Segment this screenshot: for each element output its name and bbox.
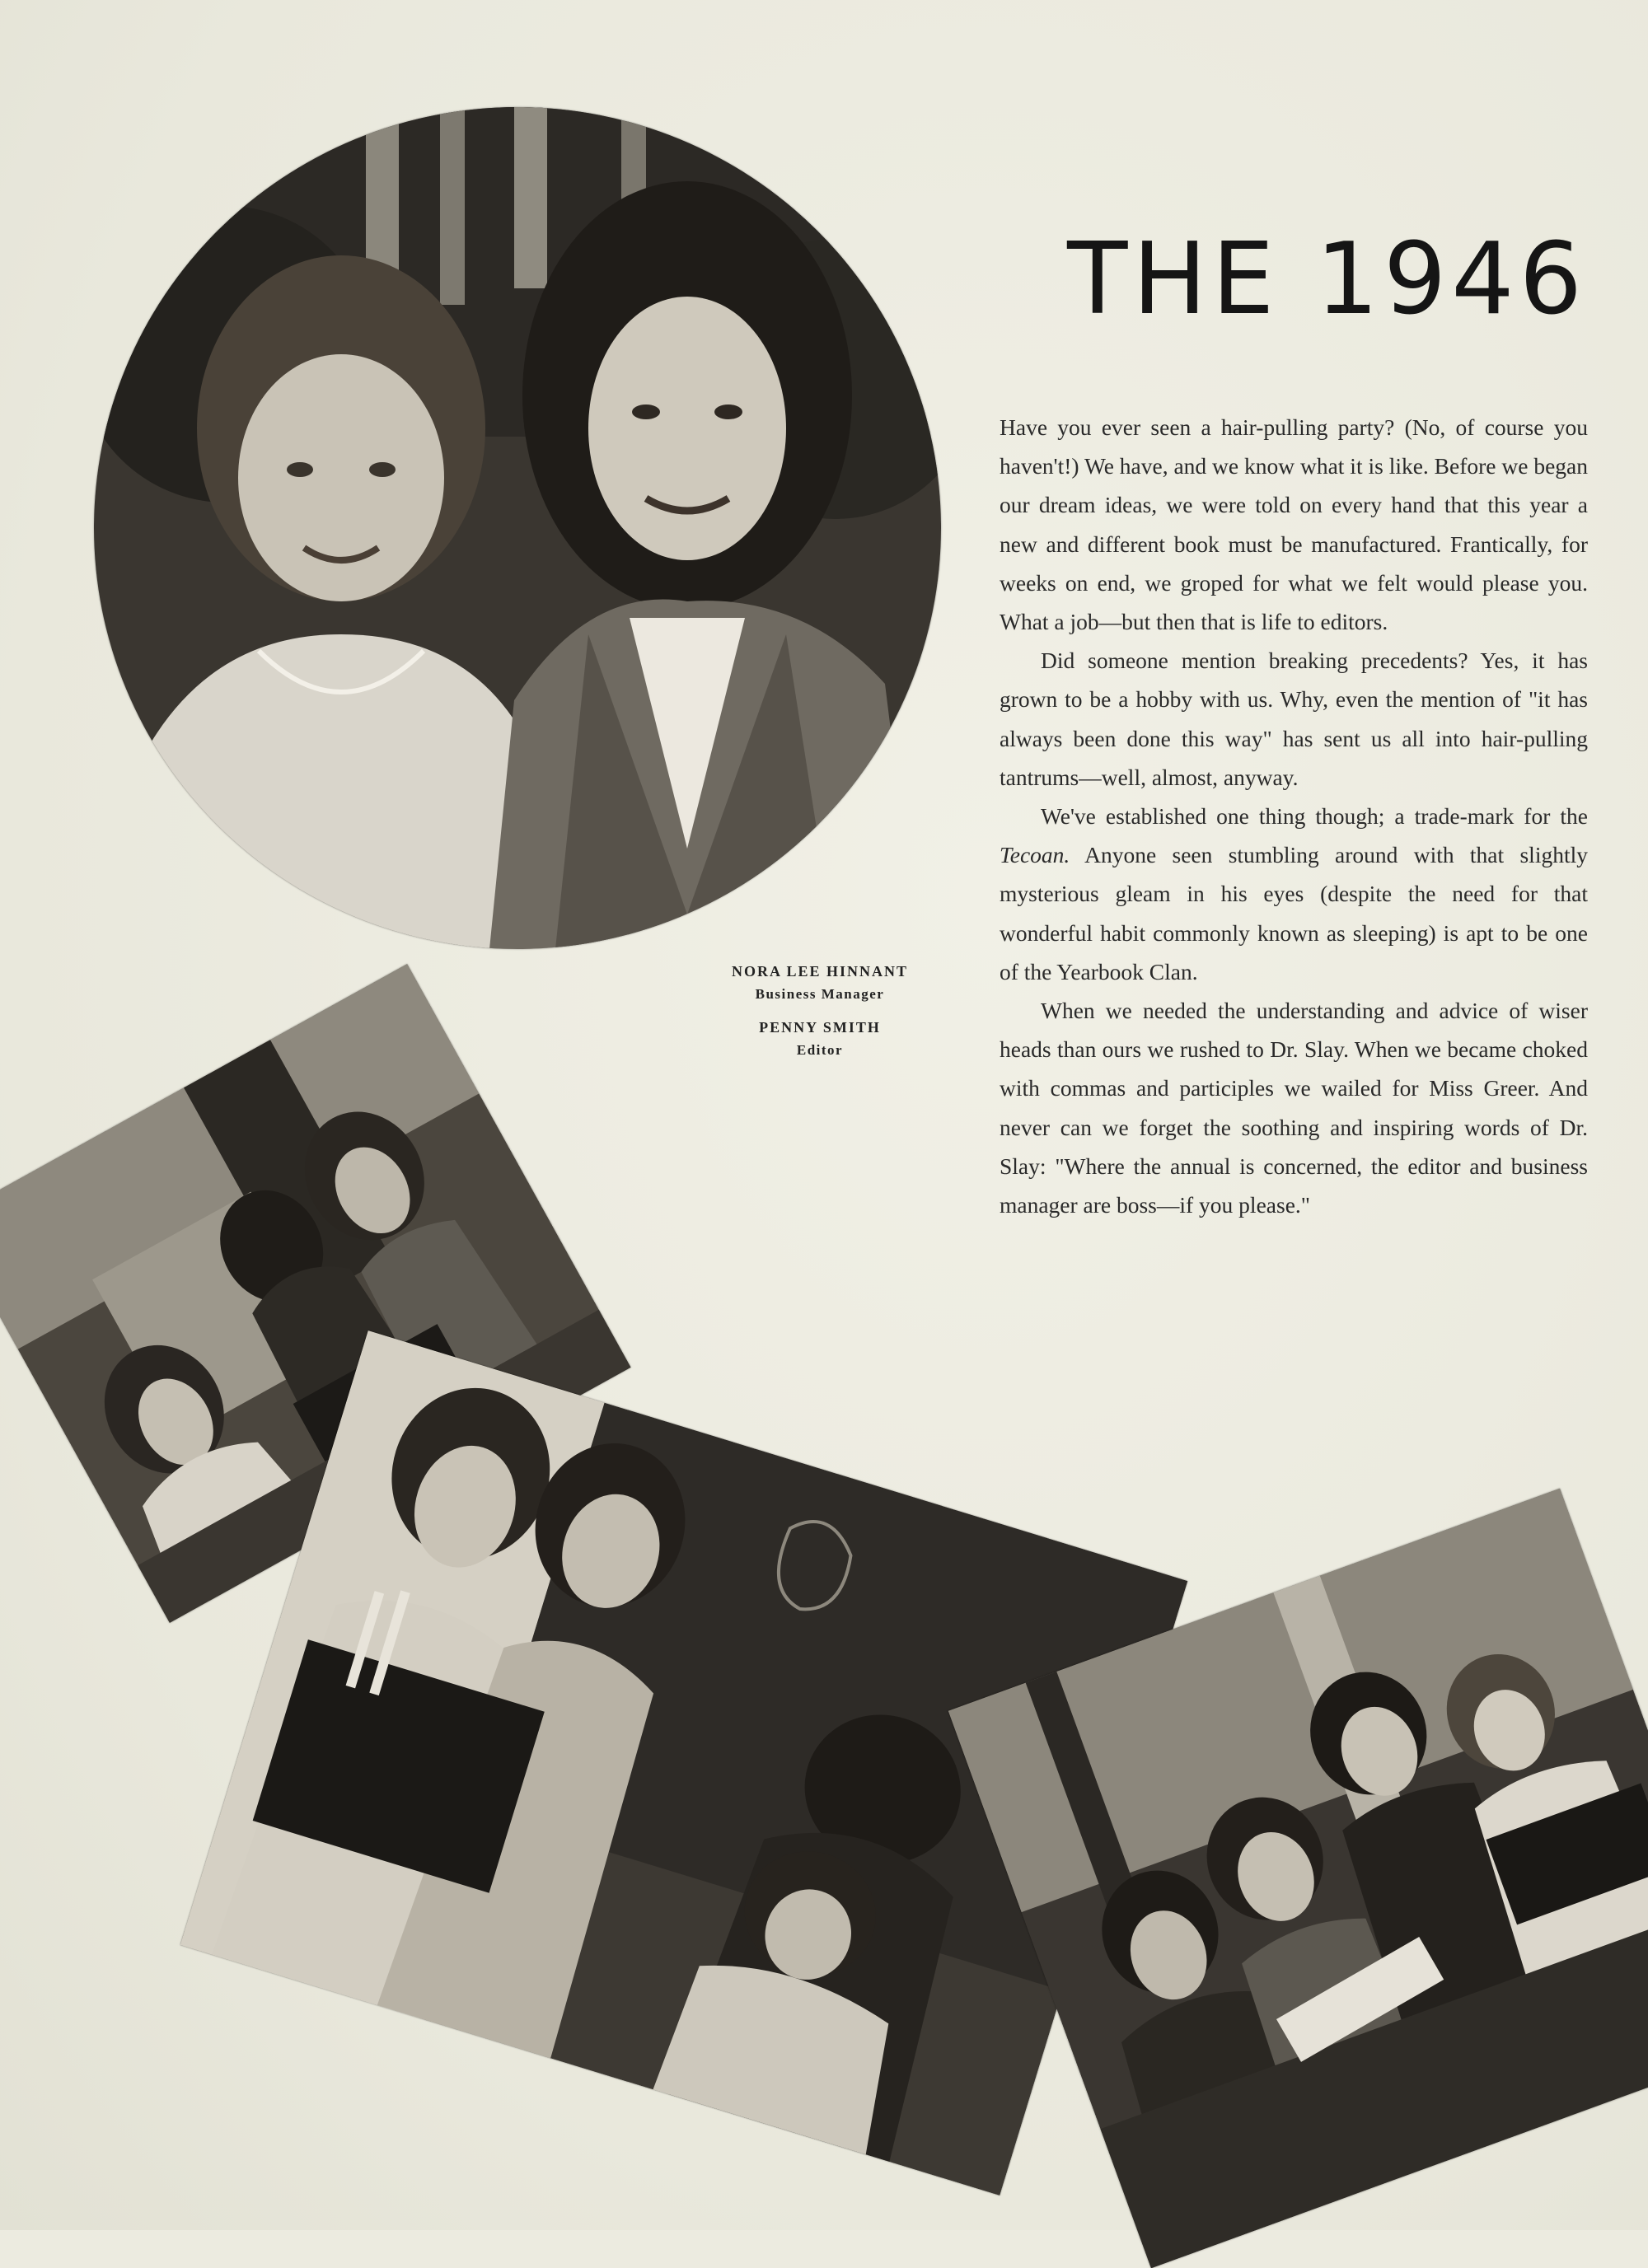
article-paragraph-3-start: We've established one thing though; a trade-mark for the [1041, 803, 1588, 830]
article-paragraph-3 [1000, 797, 1588, 991]
business-manager-role: Business Manager [755, 986, 885, 1002]
tecoan-title: Tecoan. [1000, 842, 1070, 868]
article-paragraph-3-end: Anyone seen stumbling around with that slightly mysterious gleam in his eyes (despite the need for that wonderful habit commonly known as sleeping) is apt to be one of the Yearbook Clan. [1000, 842, 1588, 984]
article-paragraph-4: When we needed the understanding and advice of wiser heads than ours we rushed to Dr. Slay. When we became choked with commas and participles we wailed for Miss Greer. And never can we forget the soothing and inspiring words of Dr. Slay: "Where the annual is concerned, the editor and business manager are boss—if you please." [1000, 998, 1588, 1218]
editor-role: Editor [796, 1042, 844, 1058]
article-paragraph-2: Did someone mention breaking precedents? Yes, it has grown to be a hobby with us. Why, even the mention of "it has always been done this way" has sent us all into hair-pulling tantrums—well, almost, anyway. [1000, 648, 1588, 790]
page-headline: THE 1946 [1067, 222, 1587, 337]
editor-name: PENNY SMITH [759, 1019, 881, 1036]
article-paragraph-1: Have you ever seen a hair-pulling party? (No, of course you haven't!) We have, and we know what it is like. Before we began our dream ideas, we were told on every hand that this year a new and different book must be manufactured. Frantically, for weeks on end, we groped for what we felt would please you. What a job—but then that is life to editors. [1000, 414, 1588, 635]
portrait-caption [700, 960, 939, 1062]
business-manager-name: NORA LEE HINNANT [731, 963, 909, 980]
article-body [1000, 408, 1588, 1224]
editors-portrait-photo [94, 107, 941, 949]
